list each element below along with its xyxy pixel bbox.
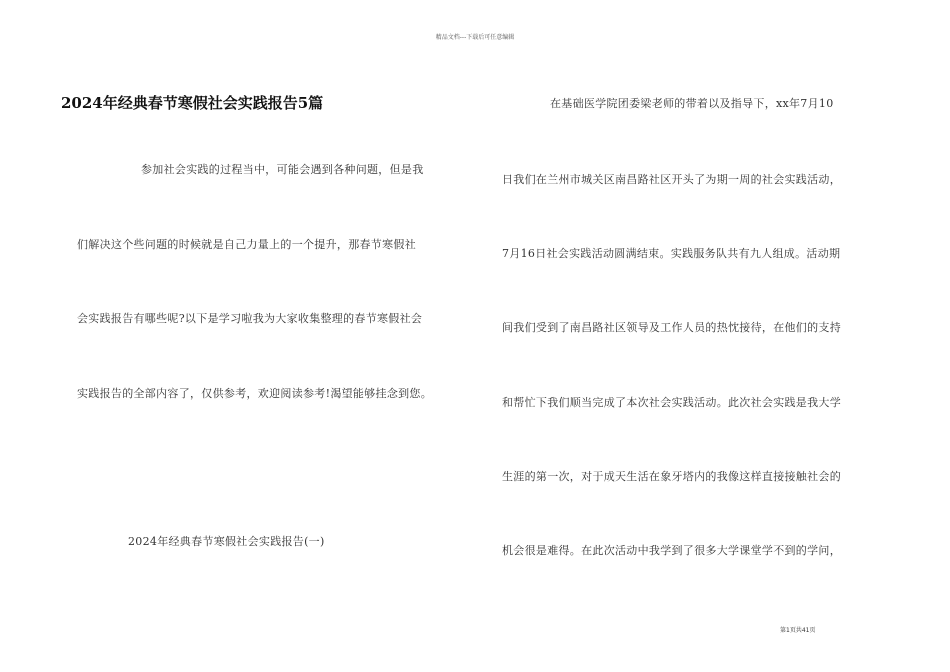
right-paragraph-line: 间我们受到了南昌路社区领导及工作人员的热忱接待，在他们的支持 — [502, 321, 841, 334]
left-paragraph-line: 们解决这个些问题的时候就是自己力量上的一个提升，那春节寒假社 — [77, 238, 416, 251]
header-watermark: 精品文档---下载后可任意编辑 — [435, 34, 515, 41]
document-title: 2024年经典春节寒假社会实践报告5篇 — [61, 94, 324, 112]
page-number: 第1页共41页 — [780, 627, 816, 634]
right-paragraph-line: 和帮忙下我们顺当完成了本次社会实践活动。此次社会实践是我大学 — [502, 396, 841, 409]
left-paragraph-line: 会实践报告有哪些呢?以下是学习啦我为大家收集整理的春节寒假社会 — [77, 312, 423, 325]
right-paragraph-line: 生涯的第一次，对于成天生活在象牙塔内的我像这样直接接触社会的 — [502, 470, 841, 483]
left-paragraph-line: 参加社会实践的过程当中，可能会遇到各种问题，但是我 — [141, 163, 424, 176]
left-paragraph-line: 实践报告的全部内容了，仅供参考，欢迎阅读参考!渴望能够挂念到您。 — [77, 387, 433, 400]
section-heading: 2024年经典春节寒假社会实践报告(一) — [128, 535, 325, 548]
right-paragraph-line: 日我们在兰州市城关区南昌路社区开头了为期一周的社会实践活动， — [502, 173, 841, 186]
right-paragraph-line: 在基础医学院团委梁老师的带着以及指导下，xx年7月10 — [550, 97, 834, 110]
right-paragraph-line: 机会很是难得。在此次活动中我学到了很多大学课堂学不到的学问， — [502, 544, 841, 557]
right-paragraph-line: 7月16日社会实践活动圆满结束。实践服务队共有九人组成。活动期 — [502, 247, 841, 260]
